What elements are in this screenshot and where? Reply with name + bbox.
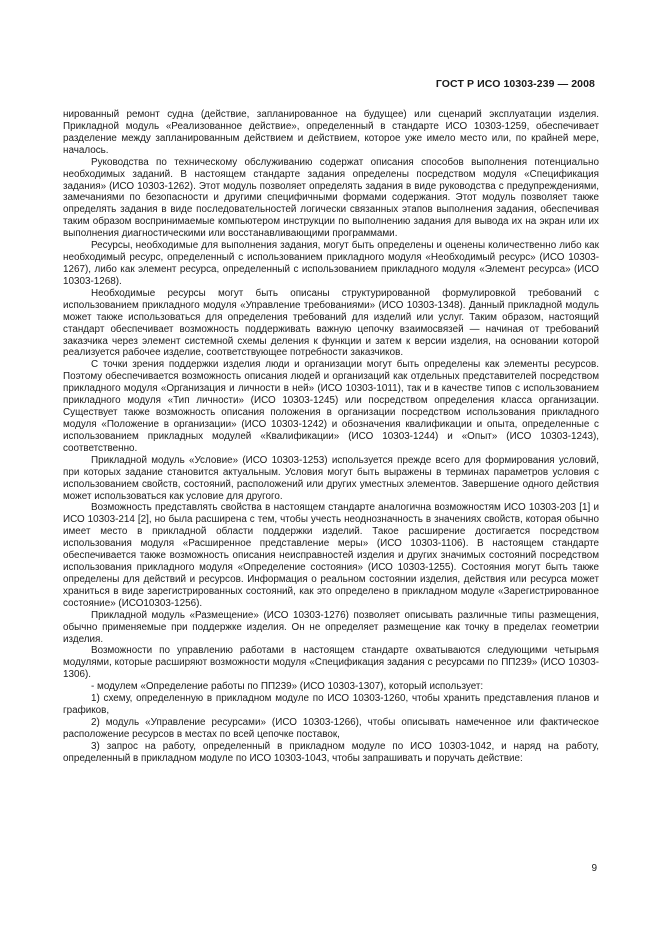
document-body bbox=[63, 109, 599, 765]
list-item: - модулем «Определение работы по ПП239» (ИСО 10303-1307), который использует: bbox=[91, 681, 484, 693]
paragraph: Прикладной модуль «Размещение» (ИСО 10303-1276) позволяет описывать различные типы размещения, обычно применяемые при поддержке изделия. Он не определяет размещение как точку в пределах геометрии изделия. bbox=[63, 609, 599, 645]
paragraph: Необходимые ресурсы могут быть описаны структурированной формулировкой требований с использованием прикладного модуля «Управление требованиями» (ИСО 10303-1348). Данный прикладной модуль может также использоваться для определения требований для изделий или услуг. Таким образом, настоящий стандарт обеспечивает возможность поддерживать важную цепочку взаимосвязей — начиная от требований заказчика через элемент системной схемы деления к функции и затем к версии изделия, на основании которой реализуется рабочее изделие, соответствующее потребности заказчиков. bbox=[63, 287, 599, 359]
list-item: 3) запрос на работу, определенный в прикладном модуле по ИСО 10303-1042, и наряд на работу, определенный в прикладном модуле по ИСО 10303-1043, чтобы запрашивать и поручать действие: bbox=[63, 740, 599, 764]
paragraph: Прикладной модуль «Условие» (ИСО 10303-1253) используется прежде всего для формирования условий, при которых задание становится актуальным. Условия могут быть выражены в терминах параметров условия с использованием свойств, состояний, расположений или других уместных элементов. Завершение одного действия может использоваться как условие для другого. bbox=[63, 454, 599, 502]
paragraph: Возможность представлять свойства в настоящем стандарте аналогична возможностям ИСО 10303-203 [1] и ИСО 10303-214 [2], но была расширена с тем, чтобы учесть неоднозначность в значениях свойств, которая обычно имеет место в прикладной области поддержки изделий. Такое расширение достигается посредством использования модуля «Расширенное представление меры» (ИСО 10303-1106). В настоящем стандарте обеспечивается также возможность описания неисправностей изделия и других значимых состояний посредством использования прикладного модуля «Определение состояния» (ИСО 10303-1255). Состояния могут быть также определены для действий и ресурсов. Информация о реальном состоянии изделия, действия или ресурса может храниться в виде зарегистрированных состояний, как это определено в прикладном модуле «Зарегистрированное состояние» (ИСО10303-1256). bbox=[63, 502, 599, 609]
paragraph: С точки зрения поддержки изделия люди и организации могут быть определены как элементы ресурсов. Поэтому обеспечивается возможность описания людей и организаций как отдельных представителей посредством прикладного модуля «Организация и личности в ней» (ИСО 10303-1011), так и в качестве типов с использованием прикладного модуля «Тип личности» (ИСО 10303-1245) или посредством определения класса организации. Существует также возможность описания положения в организации посредством использования прикладного модуля «Положение в организации» (ИСО 10303-1242) и обозначения квалификации и опыта, определенные с использованием прикладных модулей «Квалификации» (ИСО 10303-1244) и «Опыт» (ИСО 10303-1243), соответственно. bbox=[63, 359, 599, 454]
paragraph: Руководства по техническому обслуживанию содержат описания способов выполнения потенциально необходимых заданий. В настоящем стандарте задания определены посредством модуля «Спецификация задания» (ИСО 10303-1262). Этот модуль позволяет определять задания в виде руководства с предупреждениями, замечаниями по безопасности и другими специфичными формами содержания. Этот модуль позволяет также определять задания в виде последовательностей логически связанных этапов выполнения задания, обеспечивая таким образом воспринимаемые компьютером инструкции по выполнению задания для вывода их на экран или их выполнения диагностическими или восстанавливающими программами. bbox=[63, 156, 599, 240]
paragraph: нированный ремонт судна (действие, запланированное на будущее) или сценарий эксплуатации изделия. Прикладной модуль «Реализованное действие», определенный в стандарте ИСО 10303-1259, обеспечивает разделение между запланированным действием и действием, которое уже имело место или, по крайней мере, началось. bbox=[63, 109, 599, 156]
paragraph: Ресурсы, необходимые для выполнения задания, могут быть определены и оценены количественно либо как необходимый ресурс, определенный с использованием прикладного модуля «Необходимый ресурс» (ИСО 10303-1267), либо как элемент ресурса, определенный с использованием прикладного модуля «Элемент ресурса» (ИСО 10303-1268). bbox=[63, 240, 599, 287]
list-item: 1) схему, определенную в прикладном модуле по ИСО 10303-1260, чтобы хранить представления планов и графиков, bbox=[63, 693, 599, 717]
page-number: 9 bbox=[591, 863, 597, 874]
list-item: 2) модуль «Управление ресурсами» (ИСО 10303-1266), чтобы описывать намеченное или фактическое расположение ресурсов в местах по всей цепочке поставок, bbox=[63, 717, 599, 740]
standard-header: ГОСТ Р ИСО 10303-239 — 2008 bbox=[435, 78, 595, 90]
paragraph: Возможности по управлению работами в настоящем стандарте охватываются следующими четырьмя модулями, которые расширяют возможности модуля «Спецификация задания с ресурсами по ПП239» (ИСО 10303-1306). bbox=[63, 645, 599, 681]
